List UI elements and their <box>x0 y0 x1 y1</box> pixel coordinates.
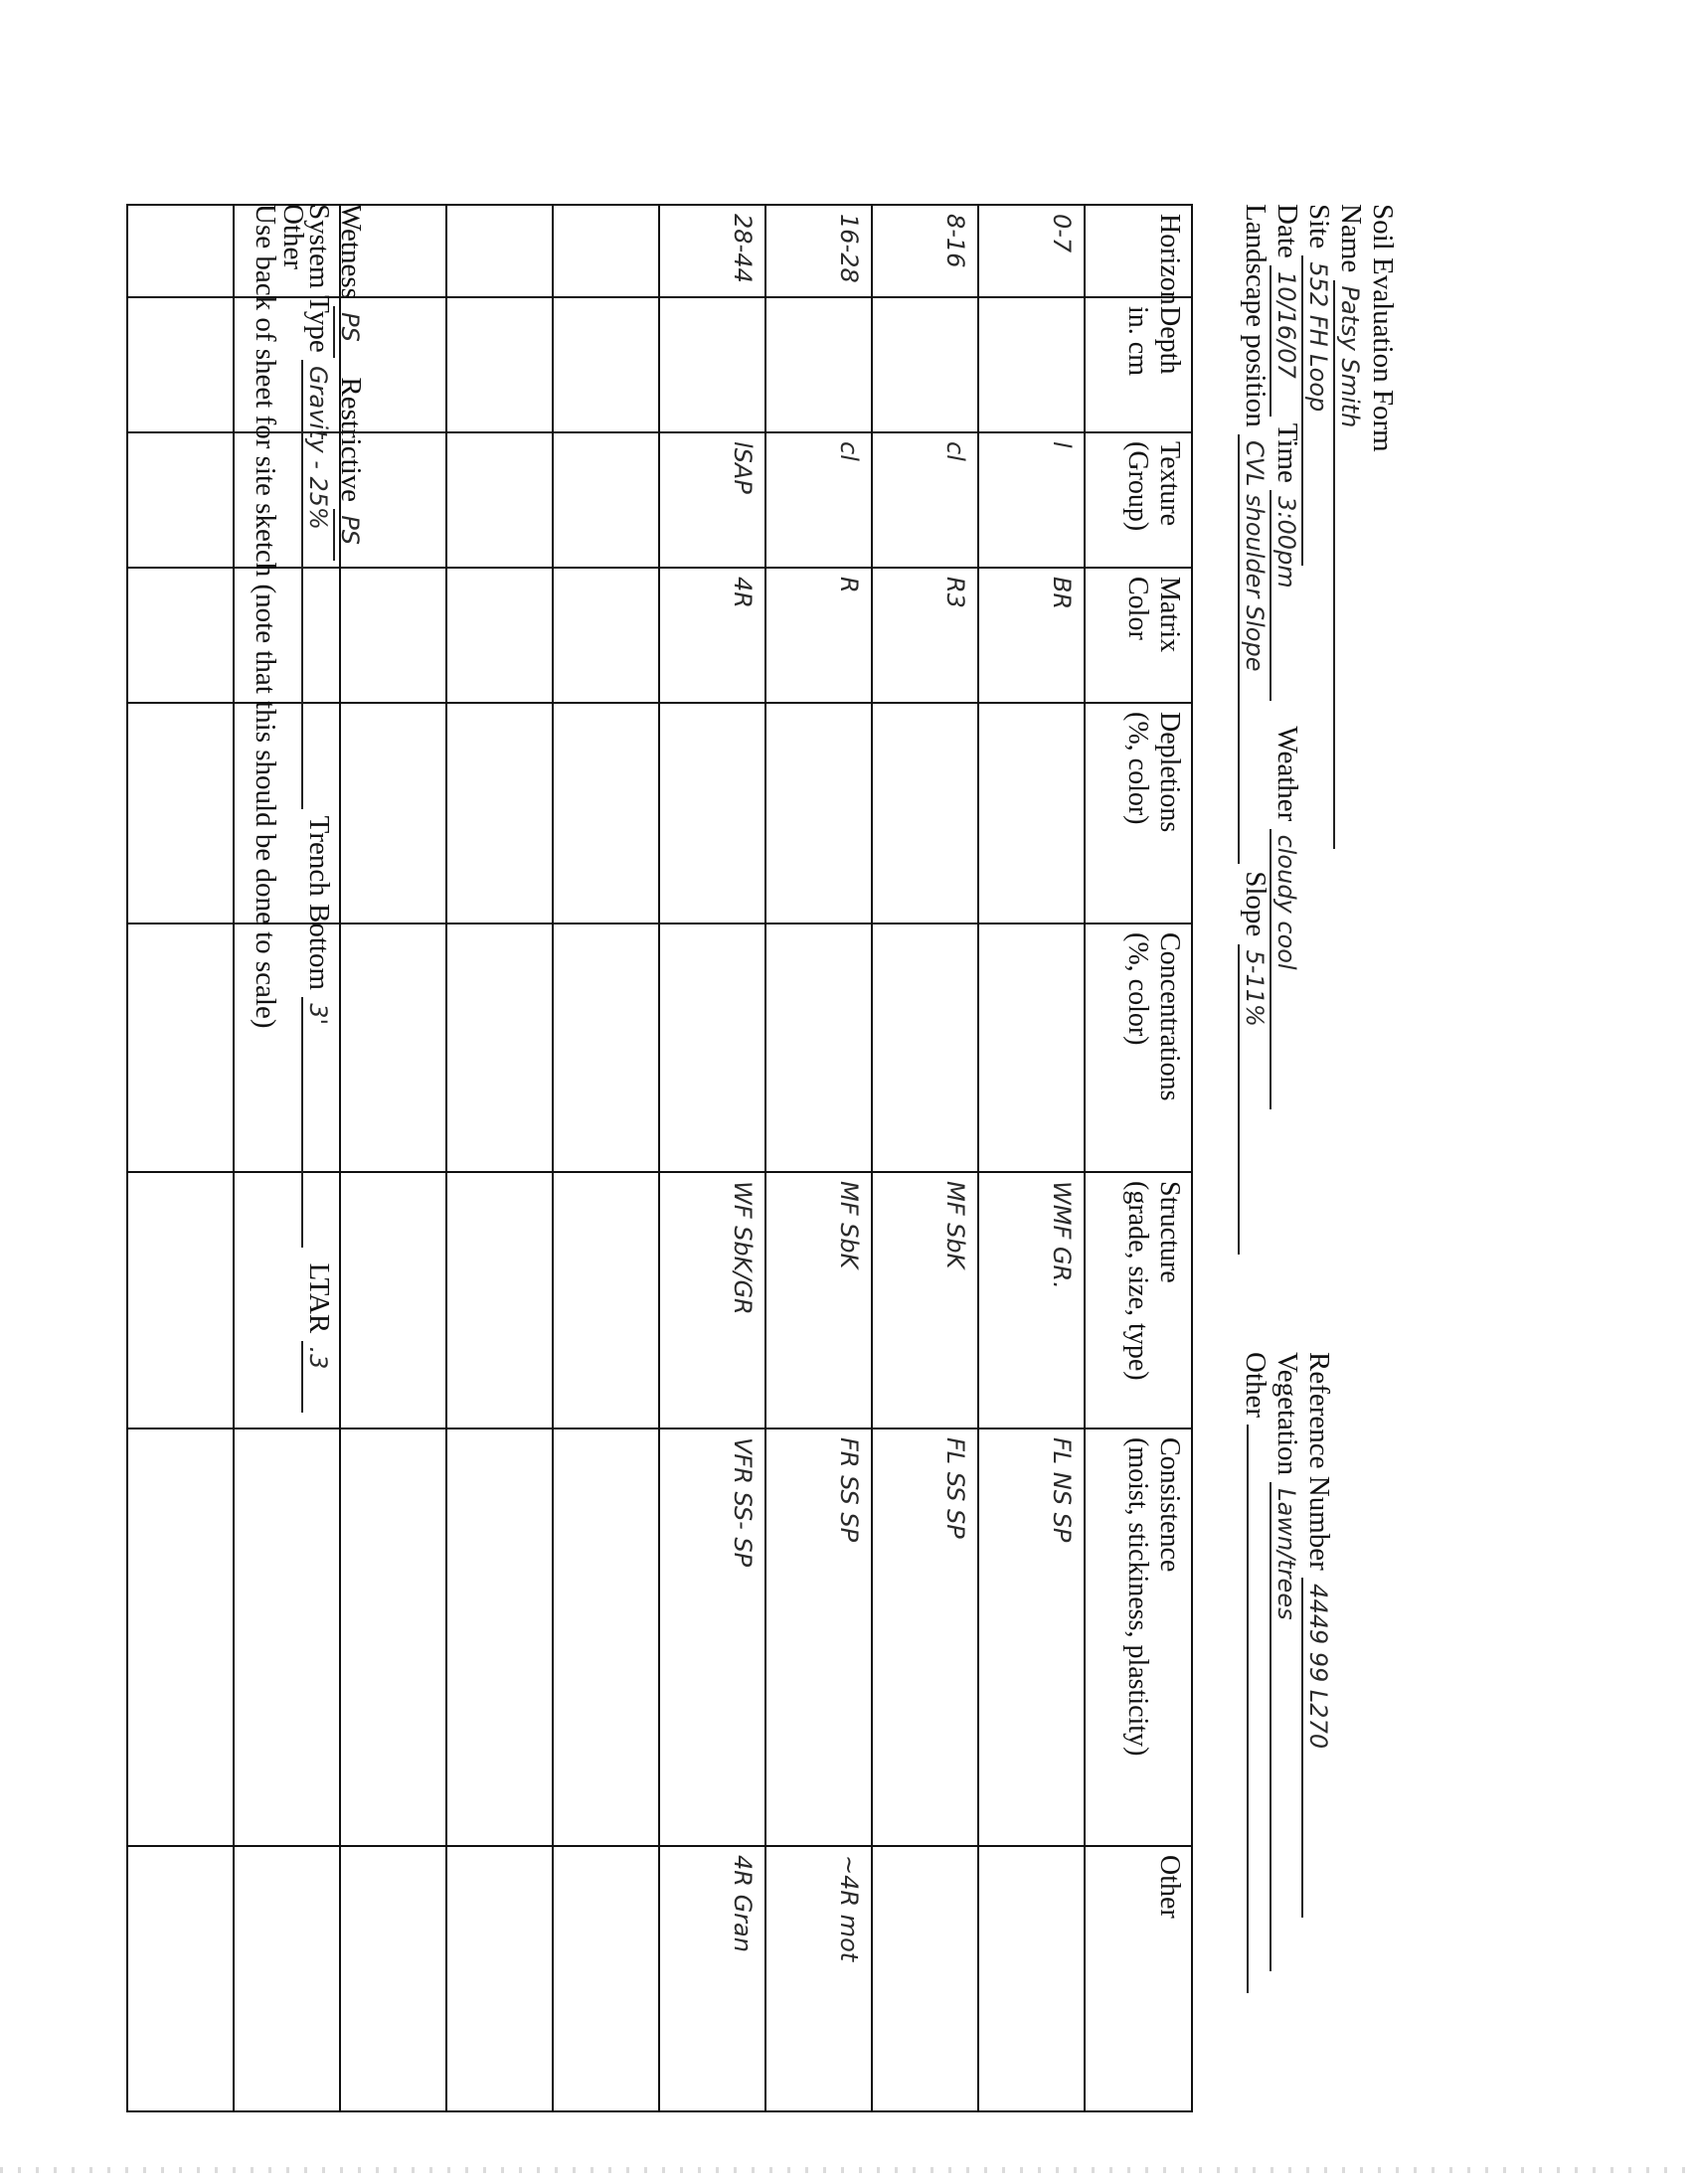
table-cell[interactable]: ~4R mot <box>765 1846 872 2111</box>
scan-artifact-dots <box>0 2167 1694 2173</box>
table-cell[interactable]: 16-28 <box>765 205 872 297</box>
table-cell[interactable] <box>553 703 659 924</box>
table-cell[interactable] <box>659 703 765 924</box>
table-cell[interactable] <box>446 297 553 432</box>
table-cell[interactable]: R <box>765 568 872 703</box>
table-cell[interactable] <box>872 924 978 1172</box>
table-cell[interactable]: WF SbK/GR <box>659 1172 765 1428</box>
table-cell[interactable] <box>553 1428 659 1846</box>
table-cell[interactable] <box>872 1846 978 2111</box>
vegetation-line: Vegetation Lawn/trees <box>1270 1352 1304 1971</box>
table-cell[interactable]: 28-44 <box>659 205 765 297</box>
column-header-line1: Consistence <box>1154 1437 1185 1573</box>
table-cell[interactable]: VFR SS- SP <box>659 1428 765 1846</box>
table-cell[interactable] <box>446 432 553 568</box>
table-cell[interactable]: 0-7 <box>978 205 1085 297</box>
table-cell[interactable] <box>127 703 234 924</box>
table-cell[interactable] <box>553 568 659 703</box>
table-cell[interactable] <box>553 1172 659 1428</box>
column-header-line2: in. cm <box>1122 306 1153 376</box>
sketch-note: Use back of sheet for site sketch (note that this should be done to scale) <box>250 204 281 1029</box>
reference-field[interactable]: 4449 99 L270 <box>1301 1578 1333 1918</box>
table-cell[interactable] <box>127 1172 234 1428</box>
footer-other-line: Other <box>277 204 309 270</box>
column-header <box>1085 924 1192 1172</box>
table-cell[interactable] <box>340 1846 446 2111</box>
table-cell[interactable]: FL SS SP <box>872 1428 978 1846</box>
table-cell[interactable] <box>446 1428 553 1846</box>
table-cell[interactable] <box>978 1846 1085 2111</box>
table-cell[interactable]: l <box>978 432 1085 568</box>
table-cell[interactable] <box>659 297 765 432</box>
table-cell[interactable] <box>127 432 234 568</box>
column-header-line1: Depletions <box>1154 712 1185 833</box>
column-header-line1: Concentrations <box>1154 932 1185 1101</box>
name-line: Name Patsy Smith <box>1333 204 1368 849</box>
slope-field[interactable]: 5-11% <box>1238 944 1270 1255</box>
wetness-line: Wetness PS Restrictive PS <box>333 204 368 561</box>
table-cell[interactable] <box>127 205 234 297</box>
table-cell[interactable]: lSAP <box>659 432 765 568</box>
table-cell[interactable] <box>446 1172 553 1428</box>
landscape-field[interactable]: CVL shoulder Slope <box>1238 434 1270 864</box>
table-row <box>978 205 1085 2111</box>
table-cell[interactable] <box>234 1428 340 1846</box>
form-title: Soil Evaluation Form <box>1367 204 1399 452</box>
table-row <box>765 205 872 2111</box>
table-cell[interactable] <box>978 703 1085 924</box>
table-cell[interactable]: 8-16 <box>872 205 978 297</box>
reference-line: Reference Number 4449 99 L270 <box>1301 1352 1336 1918</box>
time-field[interactable]: 3:00pm <box>1270 490 1301 701</box>
column-header <box>1085 1846 1192 2111</box>
table-cell[interactable] <box>553 205 659 297</box>
table-cell[interactable] <box>340 924 446 1172</box>
table-cell[interactable] <box>765 703 872 924</box>
table-cell[interactable] <box>446 1846 553 2111</box>
date-time-weather-line: Date 10/16/07 Time 3:00pm Weather cloudy cool <box>1270 204 1304 1109</box>
table-cell[interactable] <box>446 568 553 703</box>
table-cell[interactable] <box>978 924 1085 1172</box>
column-header-line2: (%, color) <box>1122 712 1153 825</box>
wetness-field[interactable]: PS <box>333 306 365 358</box>
table-cell[interactable] <box>127 1846 234 2111</box>
table-cell[interactable]: FR SS SP <box>765 1428 872 1846</box>
table-row <box>659 205 765 2111</box>
column-header-line1: Texture <box>1154 441 1185 527</box>
site-field[interactable]: 552 FH Loop <box>1301 255 1333 566</box>
column-header <box>1085 1428 1192 1846</box>
table-cell[interactable]: FL NS SP <box>978 1428 1085 1846</box>
column-header <box>1085 1172 1192 1428</box>
table-cell[interactable]: cl <box>765 432 872 568</box>
vegetation-field[interactable]: Lawn/trees <box>1270 1482 1301 1971</box>
column-header <box>1085 432 1192 568</box>
column-header-line2: Color <box>1122 577 1153 640</box>
ltar-field[interactable]: .3 <box>301 1341 333 1413</box>
table-cell[interactable] <box>446 205 553 297</box>
table-cell[interactable] <box>765 297 872 432</box>
table-cell[interactable] <box>446 924 553 1172</box>
restrictive-field[interactable]: PS <box>333 509 365 561</box>
table-cell[interactable]: MF SbK <box>765 1172 872 1428</box>
table-cell[interactable]: 4R Gran <box>659 1846 765 2111</box>
column-header-line1: Other <box>1154 1855 1185 1919</box>
table-row <box>446 205 553 2111</box>
table-cell[interactable] <box>127 568 234 703</box>
table-cell[interactable] <box>340 703 446 924</box>
table-cell[interactable] <box>553 432 659 568</box>
site-line: Site 552 FH Loop <box>1301 204 1336 566</box>
table-row <box>553 205 659 2111</box>
column-header-line2: (moist, stickiness, plasticity) <box>1122 1437 1153 1757</box>
table-row <box>872 205 978 2111</box>
table-cell[interactable]: cl <box>872 432 978 568</box>
column-header <box>1085 568 1192 703</box>
weather-field[interactable]: cloudy cool <box>1270 829 1301 1109</box>
table-cell[interactable] <box>127 924 234 1172</box>
column-header <box>1085 205 1192 305</box>
soil-horizon-table <box>126 204 1193 2112</box>
table-cell[interactable] <box>127 297 234 432</box>
table-cell[interactable] <box>446 703 553 924</box>
table-cell[interactable]: MF SbK <box>872 1172 978 1428</box>
column-header-line2: (%, color) <box>1122 932 1153 1046</box>
table-cell[interactable] <box>765 924 872 1172</box>
table-cell[interactable]: BR <box>978 568 1085 703</box>
system-line: System Type Gravity - 25% Trench Bottom 3' LTAR .3 <box>301 204 336 1413</box>
column-header-line2: (grade, size, type) <box>1122 1181 1153 1381</box>
column-header-line1: Structure <box>1154 1181 1185 1283</box>
table-cell[interactable] <box>127 1428 234 1846</box>
table-cell[interactable] <box>340 1172 446 1428</box>
table-row <box>127 205 234 2111</box>
table-cell[interactable] <box>659 924 765 1172</box>
table-cell[interactable] <box>340 1428 446 1846</box>
date-field[interactable]: 10/16/07 <box>1270 265 1301 417</box>
table-cell[interactable] <box>553 924 659 1172</box>
table-cell[interactable] <box>978 297 1085 432</box>
column-header <box>1085 297 1192 432</box>
column-header <box>1085 703 1192 924</box>
table-cell[interactable] <box>234 1846 340 2111</box>
other-line: Other <box>1239 1352 1272 1993</box>
trench-field[interactable]: 3' <box>301 997 333 1248</box>
column-header-line1: Depth <box>1154 306 1185 375</box>
table-cell[interactable] <box>872 703 978 924</box>
table-cell[interactable] <box>872 297 978 432</box>
column-header-line1: Matrix <box>1154 577 1185 653</box>
landscape-slope-line: Landscape position CVL shoulder Slope Slope 5-11% <box>1238 204 1272 1255</box>
table-cell[interactable] <box>553 1846 659 2111</box>
name-field[interactable]: Patsy Smith <box>1333 280 1365 849</box>
table-cell[interactable] <box>340 568 446 703</box>
rotated-form-sheet <box>250 204 1400 2112</box>
system-field[interactable]: Gravity - 25% <box>301 360 333 809</box>
table-cell[interactable]: R3 <box>872 568 978 703</box>
other-field[interactable] <box>1247 1425 1249 1993</box>
column-header-line1: Horizon <box>1154 214 1185 305</box>
table-header-row <box>1085 205 1192 2111</box>
table-cell[interactable]: WMF GR. <box>978 1172 1085 1428</box>
table-cell[interactable]: 4R <box>659 568 765 703</box>
column-header-line2: (Group) <box>1122 441 1153 532</box>
table-cell[interactable] <box>553 297 659 432</box>
